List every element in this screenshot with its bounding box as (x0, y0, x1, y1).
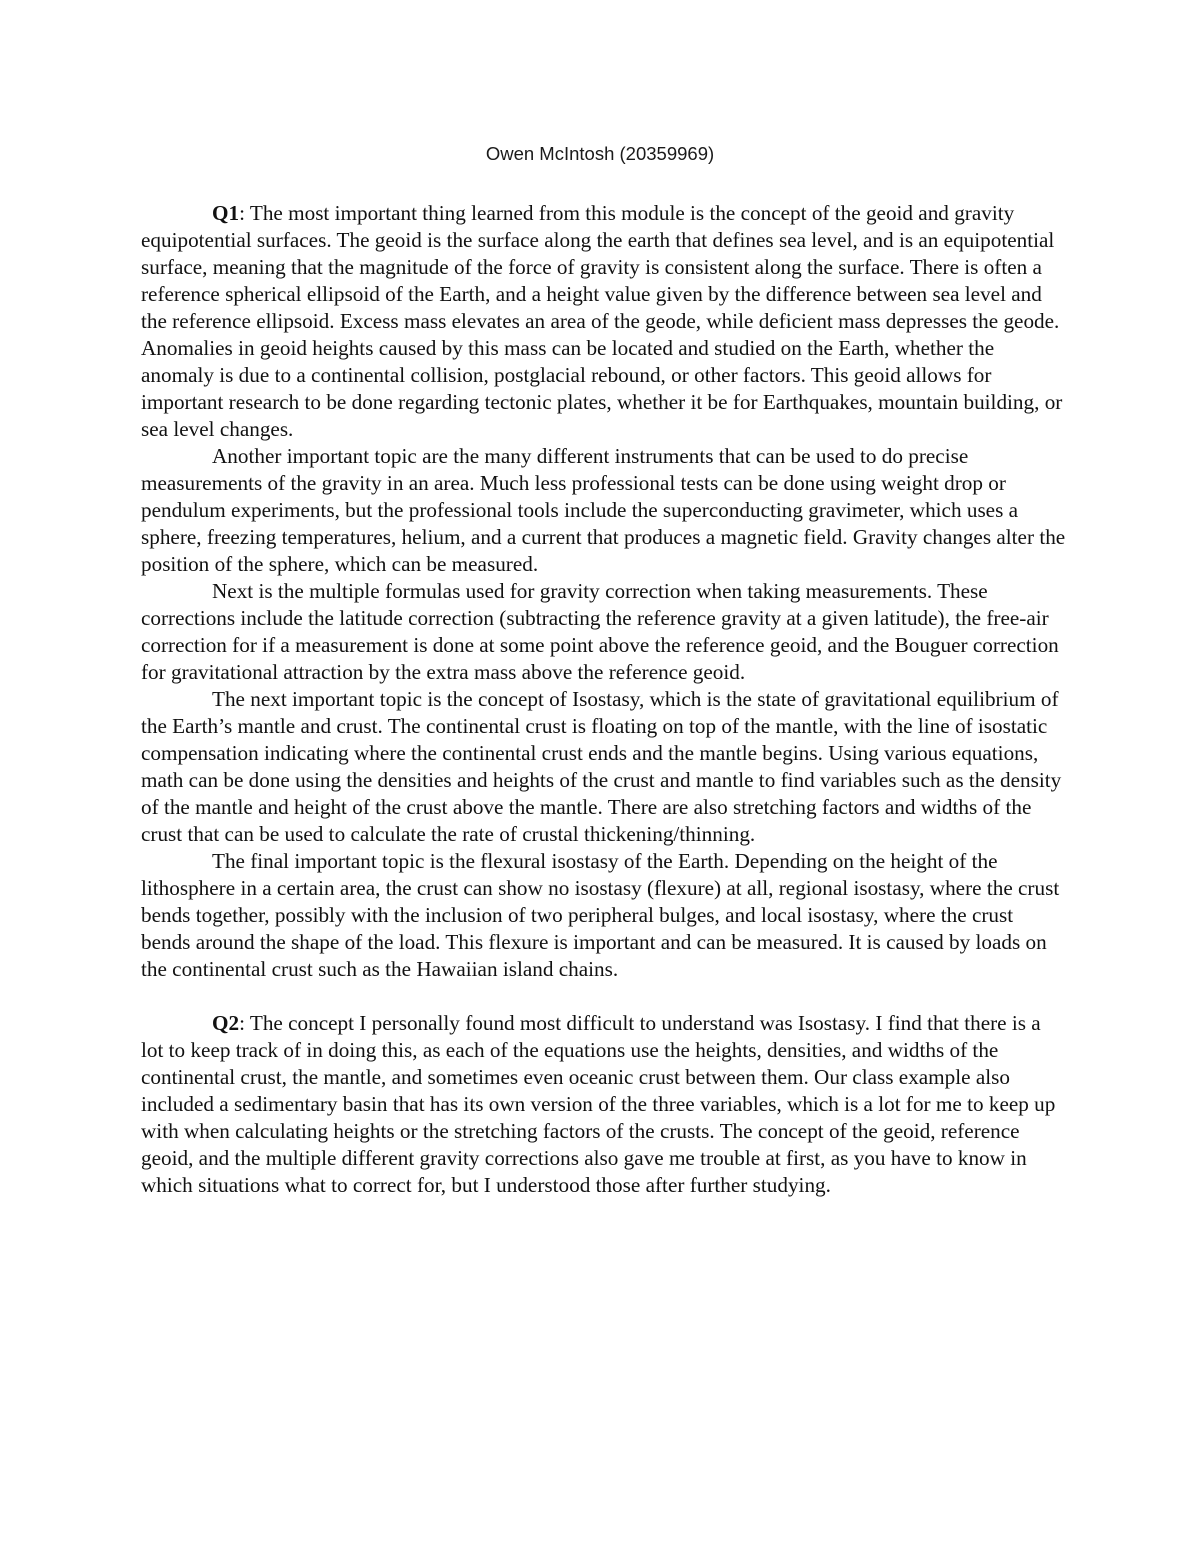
author-line: Owen McIntosh (20359969) (485, 143, 715, 164)
q1-paragraph-1 (141, 200, 1066, 443)
section-gap (141, 983, 1066, 1010)
q1-paragraph-3: Next is the multiple formulas used for gravity correction when taking measurements. These corrections include the latitude correction (subtracting the reference gravity at a given latitude), the free-air correction for if a measurement is done at some point above the reference geoid, and the Bouguer correction for gravitational attraction by the extra mass above the reference geoid. (141, 579, 1059, 684)
q2-paragraph-1 (141, 1010, 1066, 1199)
q2-label: Q2 (212, 1011, 240, 1035)
q2-paragraph-1-text: : The concept I personally found most difficult to understand was Isostasy. I find that there is a lot to keep track of in doing this, as each of the equations use the heights, densities, and widths of the continental crust, the mantle, and sometimes even oceanic crust between them. Our class example also included a sedimentary basin that has its own version of the three variables, which is a lot for me to keep up with when calculating heights or the stretching factors of the crusts. The concept of the geoid, reference geoid, and the multiple different gravity corrections also gave me trouble at first, as you have to know in which situations what to correct for, but I understood those after further studying. (141, 1011, 1056, 1197)
q1-label: Q1 (212, 201, 240, 225)
q1-paragraph-1-text: : The most important thing learned from this module is the concept of the geoid and gravity equipotential surfaces. The geoid is the surface along the earth that defines sea level, and is an equipotential surface, meaning that the magnitude of the force of gravity is consistent along the surface. There is often a reference spherical ellipsoid of the Earth, and a height value given by the difference between sea level and the reference ellipsoid. Excess mass elevates an area of the geode, while deficient mass depresses the geode. Anomalies in geoid heights caused by this mass can be located and studied on the Earth, whether the anomaly is due to a continental collision, postglacial rebound, or other factors. This geoid allows for important research to be done regarding tectonic plates, whether it be for Earthquakes, mountain building, or sea level changes. (141, 201, 1063, 441)
q1-paragraph-4: The next important topic is the concept of Isostasy, which is the state of gravitational equilibrium of the Earth’s mantle and crust. The continental crust is floating on top of the mantle, with the line of isostatic compensation indicating where the continental crust ends and the mantle begins. Using various equations, math can be done using the densities and heights of the crust and mantle to find variables such as the density of the mantle and height of the crust above the mantle. There are also stretching factors and widths of the crust that can be used to calculate the rate of crustal thickening/thinning. (141, 687, 1062, 846)
document-body (141, 200, 1066, 1199)
q1-paragraph-5: The final important topic is the flexural isostasy of the Earth. Depending on the height of the lithosphere in a certain area, the crust can show no isostasy (flexure) at all, regional isostasy, where the crust bends together, possibly with the inclusion of two peripheral bulges, and local isostasy, where the crust bends around the shape of the load. This flexure is important and can be measured. It is caused by loads on the continental crust such as the Hawaiian island chains. (141, 849, 1060, 981)
q1-paragraph-2: Another important topic are the many different instruments that can be used to do precise measurements of the gravity in an area. Much less professional tests can be done using weight drop or pendulum experiments, but the professional tools include the superconducting gravimeter, which uses a sphere, freezing temperatures, helium, and a current that produces a magnetic field. Gravity changes alter the position of the sphere, which can be measured. (141, 444, 1066, 576)
